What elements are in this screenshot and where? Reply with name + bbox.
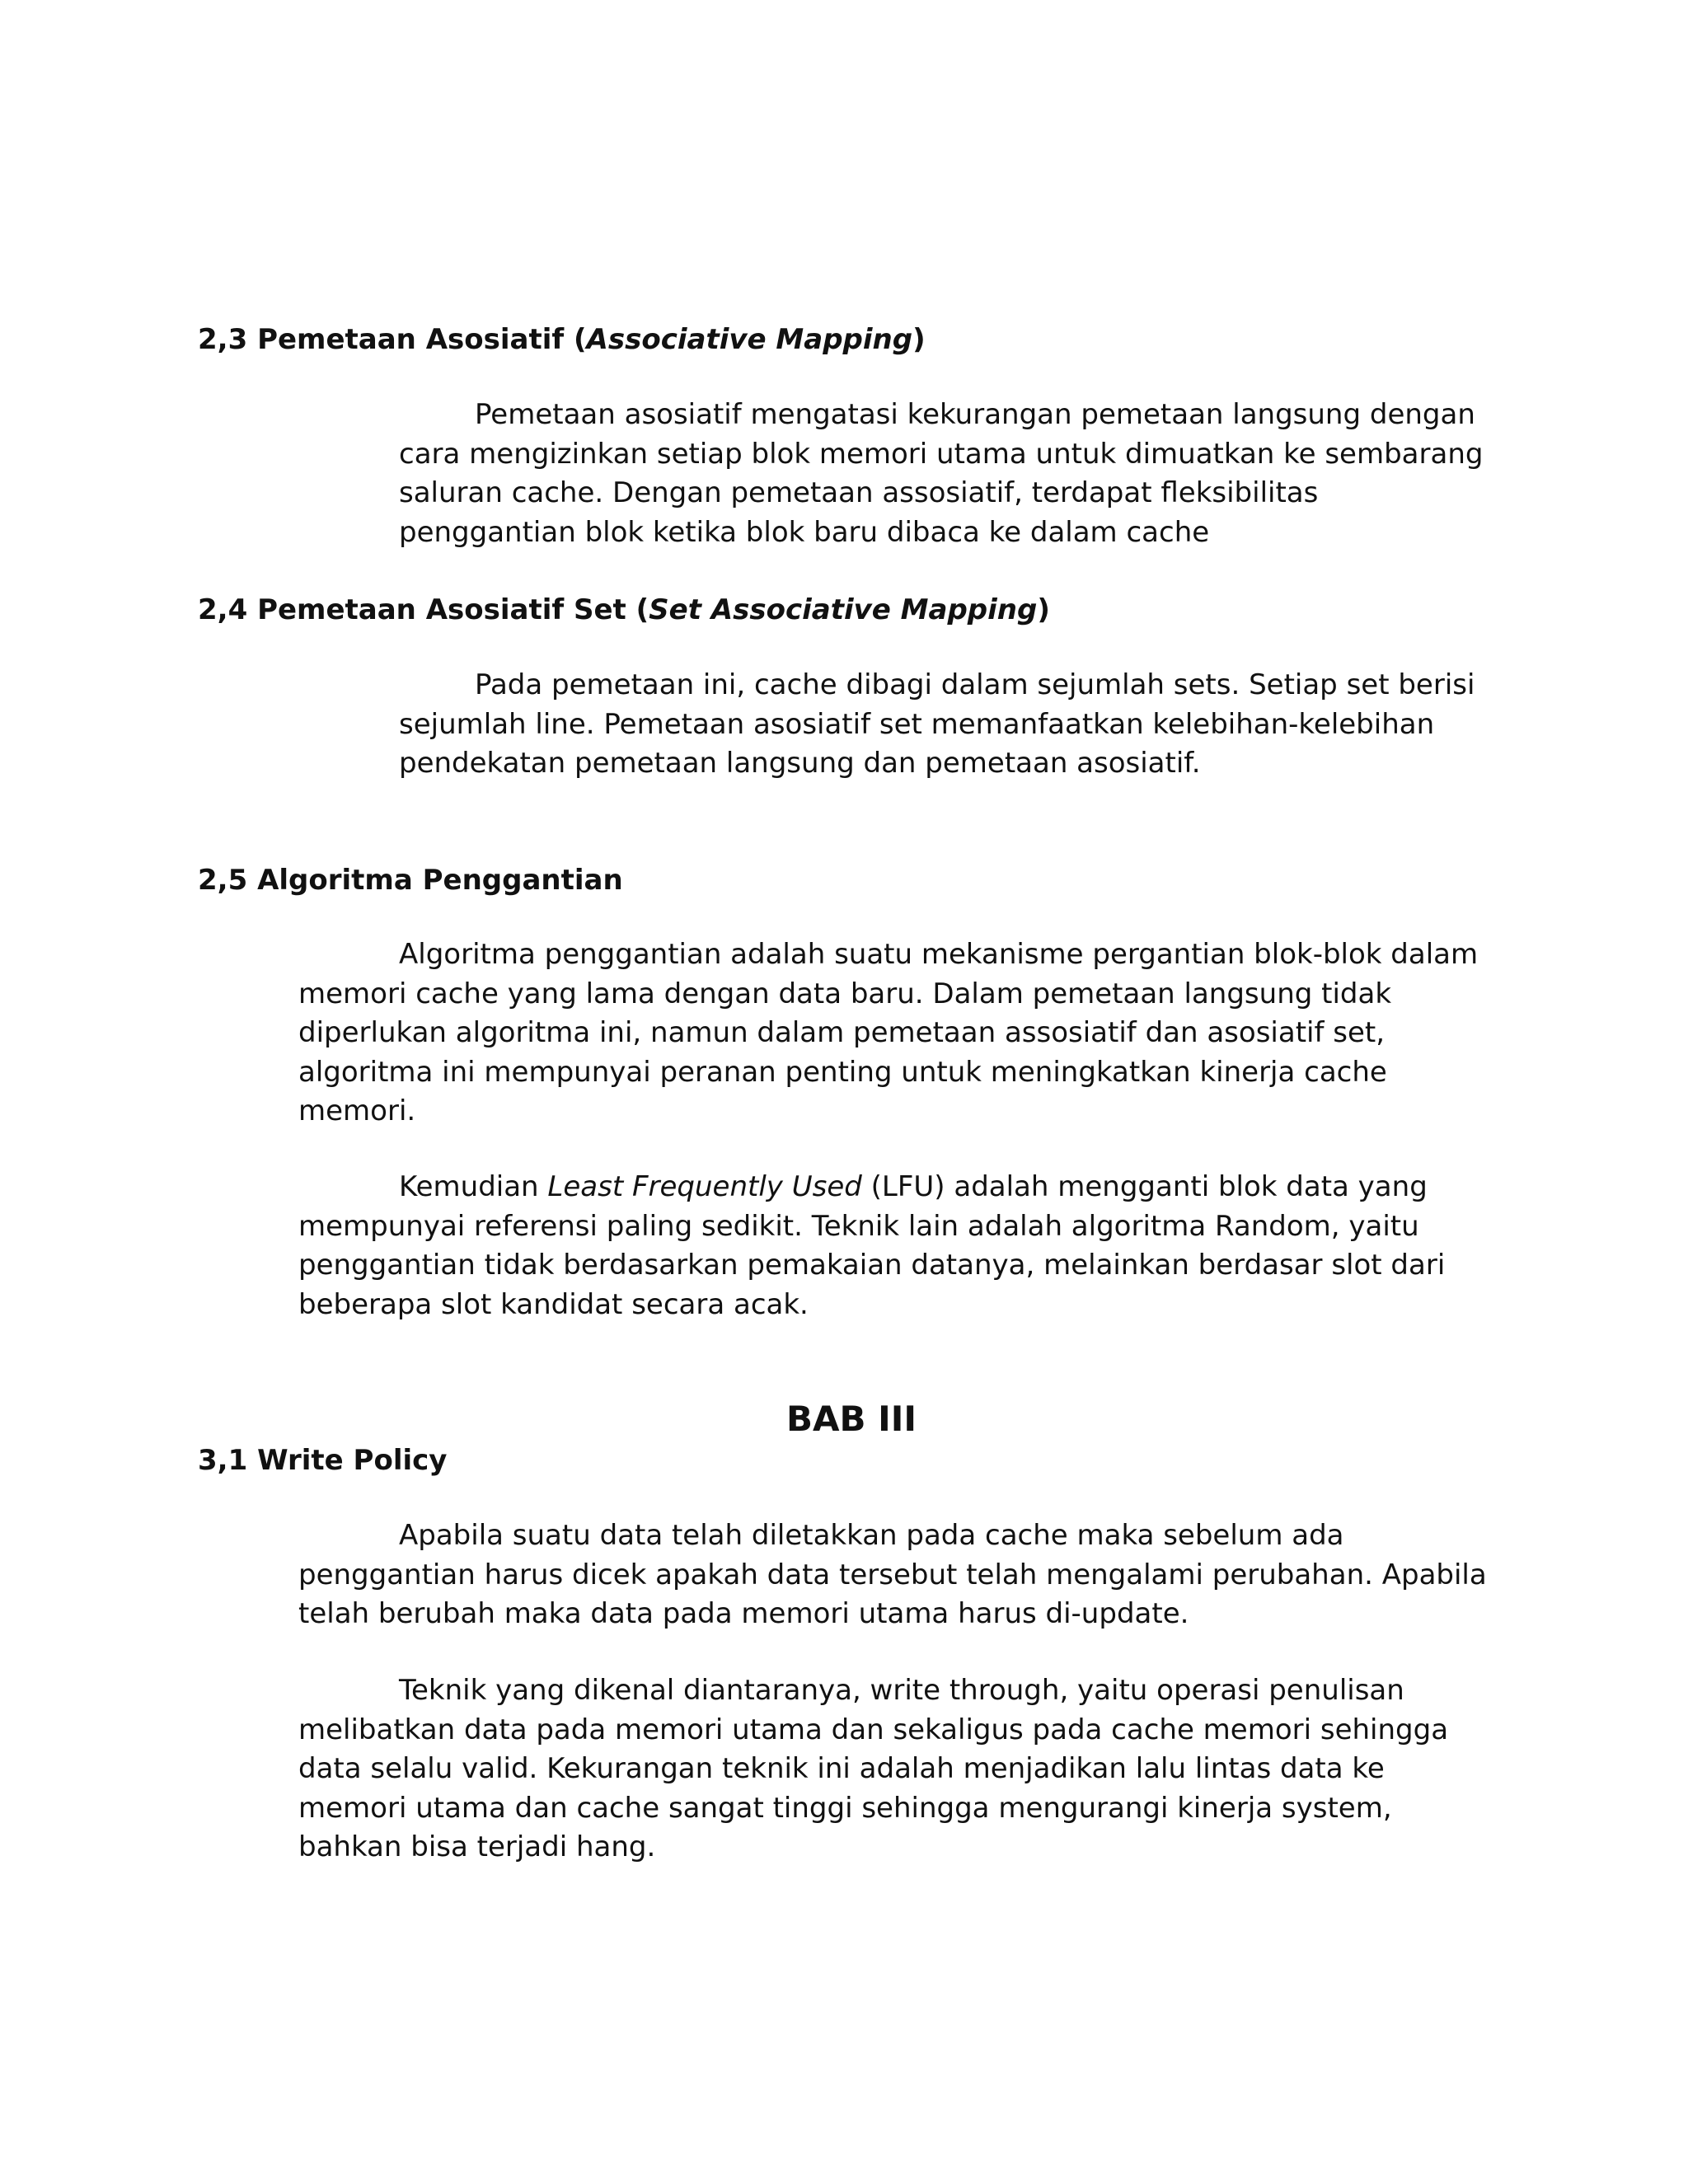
paragraph-line: memori. [298, 1094, 416, 1127]
paragraph-line: Pemetaan asosiatif mengatasi kekurangan pemetaan langsung dengan [475, 398, 1475, 431]
paragraph-line [298, 1168, 1445, 1207]
paragraph-line: sejumlah line. Pemetaan asosiatif set memanfaatkan kelebihan-kelebihan [399, 707, 1435, 741]
inline-text: Kemudian [399, 1170, 548, 1203]
heading-text: 2,4 Pemetaan Asosiatif Set ( [198, 593, 649, 626]
paragraph-line: Apabila suatu data telah diletakkan pada cache maka sebelum ada [399, 1519, 1344, 1552]
heading-italic-term: Set Associative Mapping [649, 593, 1038, 626]
paragraph-line: Pada pemetaan ini, cache dibagi dalam sejumlah sets. Setiap set berisi [475, 668, 1475, 701]
paragraph-associative-mapping [399, 396, 1483, 552]
paragraph-line: penggantian blok ketika blok baru dibaca ke dalam cache [399, 515, 1210, 549]
paragraph-line: penggantian tidak berdasarkan pemakaian datanya, melainkan berdasar slot dari [298, 1249, 1446, 1282]
paragraph-replacement-algorithm [298, 935, 1478, 1132]
section-heading-2-5: 2,5 Algoritma Penggantian [198, 864, 623, 897]
heading-italic-term: Associative Mapping [586, 323, 913, 356]
paragraph-line: cara mengizinkan setiap blok memori utama untuk dimuatkan ke sembarang [399, 437, 1484, 471]
section-heading-2-4 [198, 590, 1050, 630]
section-heading-2-3 [198, 320, 926, 359]
paragraph-lfu [298, 1168, 1445, 1324]
paragraph-line: melibatkan data pada memori utama dan sekaligus pada cache memori sehingga [298, 1713, 1449, 1746]
section-heading-3-1: 3,1 Write Policy [198, 1444, 448, 1477]
heading-text: ) [912, 323, 926, 356]
paragraph-line: telah berubah maka data pada memori utama harus di-update. [298, 1597, 1189, 1630]
paragraph-set-associative-mapping [399, 666, 1475, 784]
paragraph-line: saluran cache. Dengan pemetaan assosiatif, terdapat fleksibilitas [399, 476, 1319, 509]
paragraph-line: Teknik yang dikenal diantaranya, write through, yaitu operasi penulisan [399, 1674, 1404, 1707]
heading-text: 2,3 Pemetaan Asosiatif ( [198, 323, 587, 356]
paragraph-line: memori cache yang lama dengan data baru. Dalam pemetaan langsung tidak [298, 977, 1392, 1010]
paragraph-line: data selalu valid. Kekurangan teknik ini adalah menjadikan lalu lintas data ke [298, 1752, 1385, 1785]
chapter-title: BAB III [785, 1399, 917, 1439]
inline-italic-term: Least Frequently Used [547, 1170, 862, 1203]
inline-text: (LFU) adalah mengganti blok data yang [861, 1170, 1428, 1203]
paragraph-line: Algoritma penggantian adalah suatu mekanisme pergantian blok-blok dalam [399, 938, 1479, 971]
paragraph-line: diperlukan algoritma ini, namun dalam pemetaan assosiatif dan asosiatif set, [298, 1016, 1386, 1049]
paragraph-line: bahkan bisa terjadi hang. [298, 1830, 656, 1863]
paragraph-write-policy-1 [298, 1516, 1487, 1634]
paragraph-line: beberapa slot kandidat secara acak. [298, 1287, 809, 1321]
paragraph-line: memori utama dan cache sangat tinggi sehingga mengurangi kinerja system, [298, 1791, 1392, 1825]
paragraph-write-policy-2 [298, 1671, 1448, 1868]
paragraph-line: penggantian harus dicek apakah data tersebut telah mengalami perubahan. Apabila [298, 1558, 1487, 1591]
heading-text: ) [1037, 593, 1050, 626]
paragraph-line: algoritma ini mempunyai peranan penting untuk meningkatkan kinerja cache [298, 1055, 1387, 1089]
paragraph-line: pendekatan pemetaan langsung dan pemetaan asosiatif. [399, 747, 1201, 780]
paragraph-line: mempunyai referensi paling sedikit. Teknik lain adalah algoritma Random, yaitu [298, 1209, 1419, 1243]
